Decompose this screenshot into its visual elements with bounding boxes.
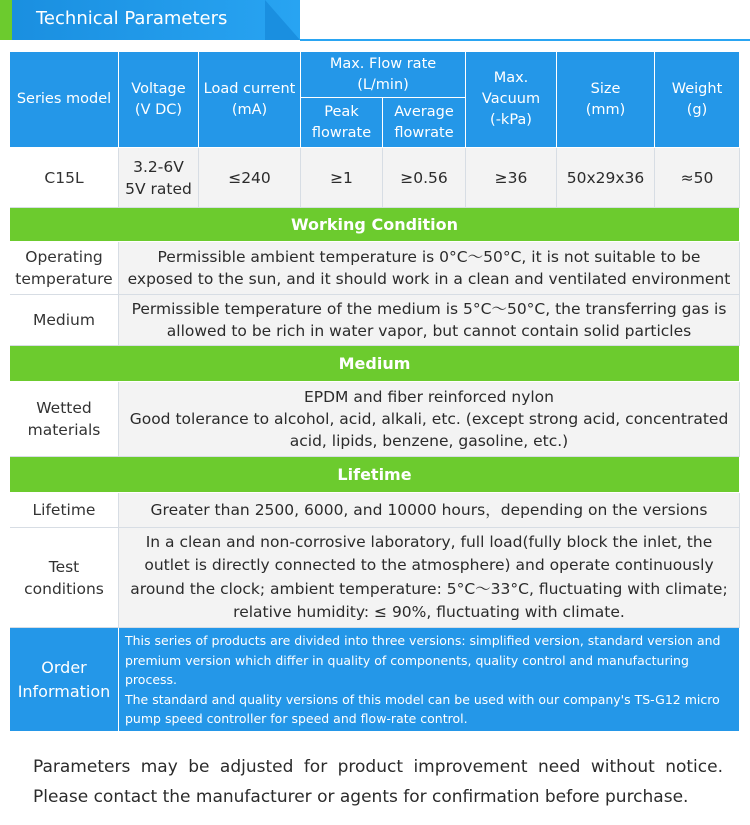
header-weight xyxy=(655,52,740,148)
row-peak-flowrate: ≥1 xyxy=(301,148,383,208)
banner-fold-shape xyxy=(265,0,300,40)
label-wetted-line1: Wetted xyxy=(36,399,92,417)
header-series-model: Series model xyxy=(10,52,119,148)
label-test-line1: Test xyxy=(48,557,80,576)
label-operating-line1: Operating xyxy=(25,248,103,266)
header-voltage-line2: (V DC) xyxy=(134,101,183,118)
row-max-vacuum: ≥36 xyxy=(466,148,557,208)
label-order-information xyxy=(10,628,119,732)
order-info-line2: The standard and quality versions of this model can be used with our company's TS-G12 micro pump speed controller for speed and flow-rate control. xyxy=(125,691,720,726)
row-voltage-line2: 5V rated xyxy=(125,179,192,198)
header-banner xyxy=(0,0,750,40)
footer-note: Parameters may be adjusted for product improvement need without notice. Please contact the manufacturer or agents for confirmation before purchase. xyxy=(33,757,723,807)
label-medium: Medium xyxy=(10,295,119,346)
value-order-information xyxy=(119,628,740,746)
header-load-current-line2: (mA) xyxy=(231,101,268,118)
header-max-vacuum-line1: Max. xyxy=(493,70,529,86)
row-load-current: ≤240 xyxy=(199,148,301,208)
header-max-flow-rate xyxy=(301,52,466,98)
header-average-line1: Average xyxy=(394,103,454,120)
row-voltage-line1: 3.2-6V xyxy=(133,157,184,176)
wetted-materials-line1: EPDM and fiber reinforced nylon xyxy=(303,388,554,406)
row-average-flowrate: ≥0.56 xyxy=(383,148,466,208)
header-max-vacuum xyxy=(466,52,557,148)
label-wetted-line2: materials xyxy=(27,421,101,439)
header-voltage xyxy=(119,52,199,148)
section-medium: Medium xyxy=(10,346,740,382)
value-wetted-materials xyxy=(119,382,740,457)
value-test-conditions: In a clean and non-corrosive laboratory, full load(fully block the inlet, the outlet is directly connected to the atmosphere) and operate continuously around the clock; ambient temperature: 5°C～33°C, fluctuating with climate; relative humidity: ≤ 90%, fluctuating with climate. xyxy=(119,528,740,628)
value-medium: Permissible temperature of the medium is 5°C～50°C, the transferring gas is allowed to be rich in water vapor, but cannot contain solid particles xyxy=(119,295,740,346)
row-voltage xyxy=(119,148,199,208)
label-test-line2: conditions xyxy=(24,579,104,598)
header-max-vacuum-line3: (-kPa) xyxy=(490,112,532,128)
page-title: Technical Parameters xyxy=(36,8,228,29)
section-lifetime: Lifetime xyxy=(10,457,740,493)
label-operating-line2: temperature xyxy=(15,270,113,288)
header-size-line1: Size xyxy=(590,80,621,97)
header-voltage-line1: Voltage xyxy=(131,80,186,97)
header-peak-line1: Peak xyxy=(324,103,359,120)
label-test-conditions xyxy=(10,528,119,628)
header-load-current xyxy=(199,52,301,148)
label-operating-temperature xyxy=(10,242,119,295)
order-info-line1: This series of products are divided into three versions: simplified version, standard version and premium version which differ in quality of components, quality control and manufacturing process. xyxy=(125,633,721,687)
banner-accent-bar xyxy=(0,0,12,40)
header-average-flowrate xyxy=(383,98,466,148)
header-peak-flowrate xyxy=(301,98,383,148)
header-weight-line1: Weight xyxy=(671,80,723,97)
row-weight: ≈50 xyxy=(655,148,740,208)
order-info-line3: For details, please consult Chengdu Hilin Technology Co., Ltd. or an authorized dealer. xyxy=(125,730,664,746)
header-peak-line2: flowrate xyxy=(311,124,372,141)
banner-divider xyxy=(300,39,750,41)
wetted-materials-line2: Good tolerance to alcohol, acid, alkali, etc. (except strong acid, concentrated acid, lipids, benzene, gasoline, etc.) xyxy=(129,410,729,450)
row-size: 50x29x36 xyxy=(557,148,655,208)
header-max-flow-rate-line1: Max. Flow rate xyxy=(329,55,437,72)
header-average-line2: flowrate xyxy=(394,124,454,141)
header-load-current-line1: Load current xyxy=(203,80,296,97)
header-weight-line2: (g) xyxy=(686,101,708,118)
label-wetted-materials xyxy=(10,382,119,457)
header-size-line2: (mm) xyxy=(585,101,626,118)
header-max-flow-rate-line2: (L/min) xyxy=(357,76,409,93)
row-model: C15L xyxy=(10,148,119,208)
header-size xyxy=(557,52,655,148)
header-max-vacuum-line2: Vacuum xyxy=(481,91,541,107)
label-order-line1: Order xyxy=(41,657,87,677)
label-order-line2: Information xyxy=(17,681,111,701)
section-working-condition: Working Condition xyxy=(10,208,740,242)
label-lifetime: Lifetime xyxy=(10,493,119,528)
value-lifetime: Greater than 2500, 6000, and 10000 hours，depending on the versions xyxy=(119,493,740,528)
value-operating-temperature: Permissible ambient temperature is 0°C～50°C, it is not suitable to be exposed to the sun, and it should work in a clean and ventilated environment xyxy=(119,242,740,295)
